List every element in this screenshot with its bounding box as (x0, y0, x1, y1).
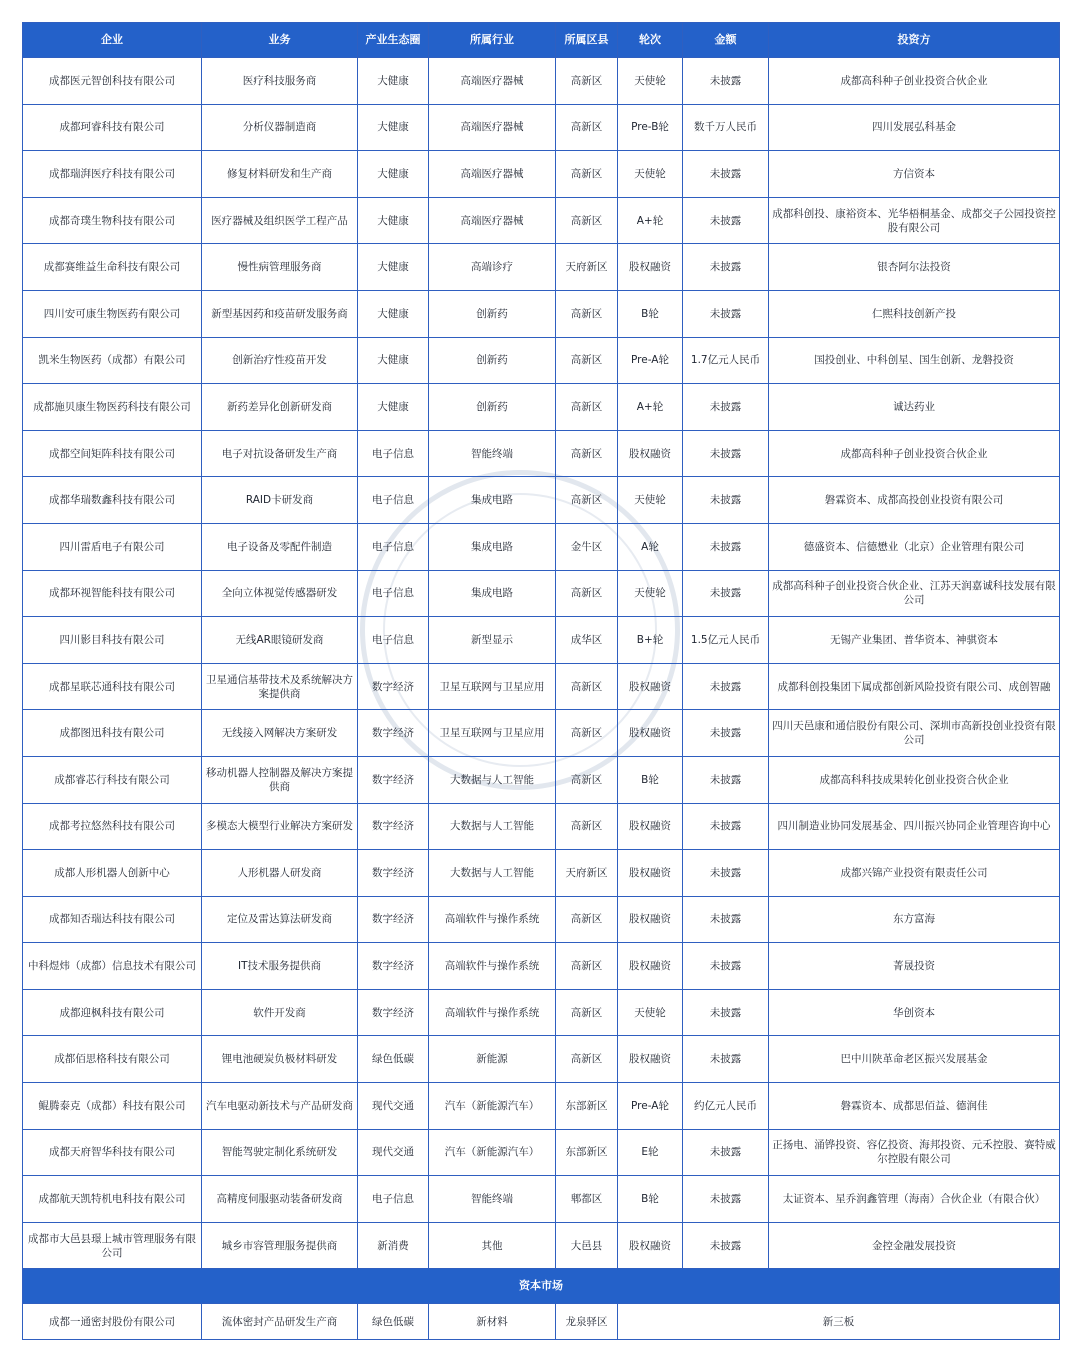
cell-ecosystem: 数字经济 (358, 756, 429, 803)
financing-table (22, 22, 1060, 1340)
cell-company: 成都医元智创科技有限公司 (23, 58, 202, 105)
cell-company: 成都星联芯通科技有限公司 (23, 663, 202, 710)
cell-ecosystem: 绿色低碳 (358, 1304, 429, 1340)
cell-investors: 菁晟投资 (769, 943, 1060, 990)
cell-round: Pre-A轮 (618, 1083, 683, 1130)
cell-company: 成都珂睿科技有限公司 (23, 104, 202, 151)
cell-amount: 未披露 (683, 1129, 769, 1176)
cell-investors: 四川发展弘科基金 (769, 104, 1060, 151)
cell-amount: 未披露 (683, 756, 769, 803)
cell-company: 成都知否瑞达科技有限公司 (23, 896, 202, 943)
table-row (23, 1036, 1060, 1083)
cell-industry: 创新药 (429, 384, 556, 431)
cell-company: 成都图迅科技有限公司 (23, 710, 202, 757)
cell-company: 鲲腾泰克（成都）科技有限公司 (23, 1083, 202, 1130)
cell-company: 成都一通密封股份有限公司 (23, 1304, 202, 1340)
cell-round: A+轮 (618, 384, 683, 431)
cell-district: 高新区 (556, 384, 618, 431)
table-row (23, 1083, 1060, 1130)
cell-amount: 1.5亿元人民币 (683, 617, 769, 664)
cell-district: 高新区 (556, 290, 618, 337)
cell-district: 龙泉驿区 (556, 1304, 618, 1340)
cell-industry: 卫星互联网与卫星应用 (429, 710, 556, 757)
header-company: 企业 (23, 23, 202, 58)
cell-industry: 智能终端 (429, 430, 556, 477)
cell-industry: 高端医疗器械 (429, 151, 556, 198)
cell-company: 四川雷盾电子有限公司 (23, 523, 202, 570)
cell-industry: 其他 (429, 1222, 556, 1269)
table-row (23, 244, 1060, 291)
cell-round: 天使轮 (618, 151, 683, 198)
cell-business: 无线接入网解决方案研发 (202, 710, 358, 757)
cell-industry: 汽车（新能源汽车） (429, 1083, 556, 1130)
cell-round: 股权融资 (618, 1222, 683, 1269)
cell-business: 电子设备及零配件制造 (202, 523, 358, 570)
table-row (23, 384, 1060, 431)
cell-business: 高精度伺服驱动装备研发商 (202, 1176, 358, 1223)
cell-ecosystem: 新消费 (358, 1222, 429, 1269)
cell-company: 成都奇璞生物科技有限公司 (23, 197, 202, 244)
cell-ecosystem: 大健康 (358, 104, 429, 151)
cell-business: 流体密封产品研发生产商 (202, 1304, 358, 1340)
cell-district: 高新区 (556, 803, 618, 850)
cell-ecosystem: 电子信息 (358, 523, 429, 570)
cell-business: RAID卡研发商 (202, 477, 358, 524)
cell-amount: 未披露 (683, 570, 769, 617)
cell-investors: 成都高科种子创业投资合伙企业、江苏天润嘉诚科技发展有限公司 (769, 570, 1060, 617)
cell-industry: 高端诊疗 (429, 244, 556, 291)
cell-district: 高新区 (556, 989, 618, 1036)
cell-ecosystem: 现代交通 (358, 1129, 429, 1176)
cell-amount: 未披露 (683, 943, 769, 990)
table-row (23, 337, 1060, 384)
table-row (23, 617, 1060, 664)
cell-district: 高新区 (556, 570, 618, 617)
table-row (23, 151, 1060, 198)
cell-company: 成都赛维益生命科技有限公司 (23, 244, 202, 291)
cell-district: 高新区 (556, 663, 618, 710)
cell-investors: 成都高科科技成果转化创业投资合伙企业 (769, 756, 1060, 803)
header-district: 所属区县 (556, 23, 618, 58)
table-row (23, 58, 1060, 105)
cell-company: 四川影目科技有限公司 (23, 617, 202, 664)
cell-district: 高新区 (556, 896, 618, 943)
cell-investors: 华创资本 (769, 989, 1060, 1036)
cell-round: Pre-B轮 (618, 104, 683, 151)
cell-round: 股权融资 (618, 896, 683, 943)
cell-amount: 未披露 (683, 384, 769, 431)
cell-business: 新型基因药和疫苗研发服务商 (202, 290, 358, 337)
cell-industry: 卫星互联网与卫星应用 (429, 663, 556, 710)
table-row (23, 523, 1060, 570)
cell-business: 锂电池硬炭负极材料研发 (202, 1036, 358, 1083)
cell-business: 全向立体视觉传感器研发 (202, 570, 358, 617)
cell-company: 成都天府智华科技有限公司 (23, 1129, 202, 1176)
table-row (23, 104, 1060, 151)
cell-company: 成都华瑞数鑫科技有限公司 (23, 477, 202, 524)
cell-district: 高新区 (556, 943, 618, 990)
section-row (23, 1269, 1060, 1304)
table-row (23, 1176, 1060, 1223)
cell-investors: 磐霖资本、成都高投创业投资有限公司 (769, 477, 1060, 524)
cell-round: 股权融资 (618, 803, 683, 850)
cell-market: 新三板 (618, 1304, 1060, 1340)
cell-ecosystem: 大健康 (358, 384, 429, 431)
section-title: 资本市场 (23, 1269, 1060, 1304)
cell-industry: 新材料 (429, 1304, 556, 1340)
table-row (23, 197, 1060, 244)
header-round: 轮次 (618, 23, 683, 58)
table-row (23, 756, 1060, 803)
cell-round: B轮 (618, 1176, 683, 1223)
cell-round: B轮 (618, 290, 683, 337)
cell-industry: 大数据与人工智能 (429, 803, 556, 850)
cell-investors: 磐霖资本、成都思佰益、德润佳 (769, 1083, 1060, 1130)
cell-industry: 集成电路 (429, 477, 556, 524)
cell-district: 高新区 (556, 430, 618, 477)
table-row (23, 663, 1060, 710)
cell-industry: 高端医疗器械 (429, 104, 556, 151)
cell-ecosystem: 绿色低碳 (358, 1036, 429, 1083)
cell-round: E轮 (618, 1129, 683, 1176)
cell-round: 股权融资 (618, 850, 683, 897)
cell-amount: 未披露 (683, 850, 769, 897)
cell-industry: 大数据与人工智能 (429, 850, 556, 897)
cell-ecosystem: 数字经济 (358, 896, 429, 943)
cell-ecosystem: 现代交通 (358, 1083, 429, 1130)
cell-business: 无线AR眼镜研发商 (202, 617, 358, 664)
table-row (23, 896, 1060, 943)
cell-round: 股权融资 (618, 663, 683, 710)
cell-business: 城乡市容管理服务提供商 (202, 1222, 358, 1269)
table-row (23, 1129, 1060, 1176)
cell-ecosystem: 数字经济 (358, 663, 429, 710)
cell-ecosystem: 数字经济 (358, 850, 429, 897)
cell-ecosystem: 电子信息 (358, 477, 429, 524)
cell-district: 东部新区 (556, 1129, 618, 1176)
cell-industry: 高端软件与操作系统 (429, 943, 556, 990)
cell-district: 天府新区 (556, 850, 618, 897)
cell-industry: 大数据与人工智能 (429, 756, 556, 803)
cell-ecosystem: 大健康 (358, 151, 429, 198)
cell-investors: 四川天邑康和通信股份有限公司、深圳市高新投创业投资有限公司 (769, 710, 1060, 757)
cell-district: 金牛区 (556, 523, 618, 570)
cell-amount: 未披露 (683, 989, 769, 1036)
cell-investors: 德盛资本、信德懋业（北京）企业管理有限公司 (769, 523, 1060, 570)
cell-district: 郫都区 (556, 1176, 618, 1223)
cell-company: 成都空间矩阵科技有限公司 (23, 430, 202, 477)
cell-district: 成华区 (556, 617, 618, 664)
cell-amount: 未披露 (683, 1176, 769, 1223)
cell-round: B+轮 (618, 617, 683, 664)
cell-business: IT技术服务提供商 (202, 943, 358, 990)
cell-industry: 新能源 (429, 1036, 556, 1083)
cell-business: 慢性病管理服务商 (202, 244, 358, 291)
cell-investors: 国投创业、中科创星、国生创新、龙磐投资 (769, 337, 1060, 384)
cell-investors: 仁熙科技创新产投 (769, 290, 1060, 337)
cell-investors: 成都兴锦产业投资有限责任公司 (769, 850, 1060, 897)
cell-amount: 未披露 (683, 477, 769, 524)
cell-industry: 创新药 (429, 337, 556, 384)
cell-industry: 创新药 (429, 290, 556, 337)
cell-investors: 成都科创投、康裕资本、光华梧桐基金、成都交子公园投资控股有限公司 (769, 197, 1060, 244)
cell-investors: 成都高科种子创业投资合伙企业 (769, 58, 1060, 105)
cell-amount: 未披露 (683, 197, 769, 244)
header-business: 业务 (202, 23, 358, 58)
cell-amount: 未披露 (683, 58, 769, 105)
cell-district: 高新区 (556, 710, 618, 757)
cell-business: 分析仪器制造商 (202, 104, 358, 151)
cell-industry: 集成电路 (429, 570, 556, 617)
cell-ecosystem: 大健康 (358, 290, 429, 337)
cell-amount: 未披露 (683, 244, 769, 291)
cell-company: 成都考拉悠然科技有限公司 (23, 803, 202, 850)
cell-business: 汽车电驱动新技术与产品研发商 (202, 1083, 358, 1130)
cell-investors: 四川制造业协同发展基金、四川振兴协同企业管理咨询中心 (769, 803, 1060, 850)
cell-amount: 约亿元人民币 (683, 1083, 769, 1130)
cell-amount: 未披露 (683, 290, 769, 337)
cell-industry: 新型显示 (429, 617, 556, 664)
cell-district: 高新区 (556, 756, 618, 803)
cell-amount: 未披露 (683, 1036, 769, 1083)
cell-business: 新药差异化创新研发商 (202, 384, 358, 431)
cell-business: 医疗器械及组织医学工程产品 (202, 197, 358, 244)
cell-business: 定位及雷达算法研发商 (202, 896, 358, 943)
cell-district: 高新区 (556, 337, 618, 384)
table-row (23, 989, 1060, 1036)
cell-ecosystem: 大健康 (358, 197, 429, 244)
cell-round: 股权融资 (618, 710, 683, 757)
cell-amount: 未披露 (683, 430, 769, 477)
table-row (23, 1304, 1060, 1340)
table-row (23, 850, 1060, 897)
cell-ecosystem: 电子信息 (358, 570, 429, 617)
cell-amount: 未披露 (683, 663, 769, 710)
cell-company: 成都市大邑县璟上城市管理服务有限公司 (23, 1222, 202, 1269)
cell-industry: 高端医疗器械 (429, 197, 556, 244)
cell-industry: 高端医疗器械 (429, 58, 556, 105)
cell-business: 多模态大模型行业解决方案研发 (202, 803, 358, 850)
cell-round: A+轮 (618, 197, 683, 244)
cell-company: 中科煜炜（成都）信息技术有限公司 (23, 943, 202, 990)
cell-amount: 未披露 (683, 151, 769, 198)
cell-amount: 1.7亿元人民币 (683, 337, 769, 384)
cell-district: 天府新区 (556, 244, 618, 291)
header-industry: 所属行业 (429, 23, 556, 58)
cell-investors: 太证资本、星乔润鑫管理（海南）合伙企业（有限合伙） (769, 1176, 1060, 1223)
cell-business: 医疗科技服务商 (202, 58, 358, 105)
cell-district: 大邑县 (556, 1222, 618, 1269)
cell-round: 天使轮 (618, 570, 683, 617)
cell-round: 股权融资 (618, 943, 683, 990)
table-row (23, 430, 1060, 477)
cell-ecosystem: 数字经济 (358, 943, 429, 990)
cell-round: 天使轮 (618, 58, 683, 105)
cell-company: 成都佰思格科技有限公司 (23, 1036, 202, 1083)
table-row (23, 477, 1060, 524)
table-row (23, 1222, 1060, 1269)
cell-company: 成都睿芯行科技有限公司 (23, 756, 202, 803)
cell-business: 软件开发商 (202, 989, 358, 1036)
cell-business: 人形机器人研发商 (202, 850, 358, 897)
cell-ecosystem: 数字经济 (358, 710, 429, 757)
cell-investors: 正扬电、涌铧投资、容亿投资、海邦投资、元禾控股、赛特威尔控股有限公司 (769, 1129, 1060, 1176)
cell-ecosystem: 电子信息 (358, 430, 429, 477)
cell-business: 卫星通信基带技术及系统解决方案提供商 (202, 663, 358, 710)
cell-investors: 银杏阿尔法投资 (769, 244, 1060, 291)
cell-round: 股权融资 (618, 244, 683, 291)
table-row (23, 943, 1060, 990)
cell-ecosystem: 电子信息 (358, 1176, 429, 1223)
cell-industry: 高端软件与操作系统 (429, 896, 556, 943)
cell-amount: 未披露 (683, 1222, 769, 1269)
cell-investors: 诚达药业 (769, 384, 1060, 431)
cell-district: 高新区 (556, 197, 618, 244)
cell-investors: 巴中川陕革命老区振兴发展基金 (769, 1036, 1060, 1083)
cell-district: 高新区 (556, 58, 618, 105)
cell-round: 天使轮 (618, 477, 683, 524)
cell-amount: 未披露 (683, 710, 769, 757)
cell-round: Pre-A轮 (618, 337, 683, 384)
cell-round: 股权融资 (618, 1036, 683, 1083)
cell-district: 高新区 (556, 477, 618, 524)
cell-company: 成都人形机器人创新中心 (23, 850, 202, 897)
cell-ecosystem: 电子信息 (358, 617, 429, 664)
cell-industry: 集成电路 (429, 523, 556, 570)
cell-ecosystem: 大健康 (358, 58, 429, 105)
cell-ecosystem: 大健康 (358, 337, 429, 384)
header-amount: 金额 (683, 23, 769, 58)
cell-company: 成都瑞湃医疗科技有限公司 (23, 151, 202, 198)
table-row (23, 290, 1060, 337)
cell-district: 东部新区 (556, 1083, 618, 1130)
cell-company: 四川安可康生物医药有限公司 (23, 290, 202, 337)
cell-ecosystem: 数字经济 (358, 989, 429, 1036)
cell-round: 天使轮 (618, 989, 683, 1036)
cell-round: B轮 (618, 756, 683, 803)
cell-company: 成都迎枫科技有限公司 (23, 989, 202, 1036)
cell-investors: 方信资本 (769, 151, 1060, 198)
cell-industry: 汽车（新能源汽车） (429, 1129, 556, 1176)
cell-amount: 未披露 (683, 803, 769, 850)
cell-business: 创新治疗性疫苗开发 (202, 337, 358, 384)
cell-business: 修复材料研发和生产商 (202, 151, 358, 198)
cell-district: 高新区 (556, 1036, 618, 1083)
header-ecosystem: 产业生态圈 (358, 23, 429, 58)
cell-business: 移动机器人控制器及解决方案提供商 (202, 756, 358, 803)
cell-district: 高新区 (556, 104, 618, 151)
cell-amount: 数千万人民币 (683, 104, 769, 151)
cell-investors: 无锡产业集团、普华资本、神骐资本 (769, 617, 1060, 664)
table-header-row (23, 23, 1060, 58)
cell-company: 成都环视智能科技有限公司 (23, 570, 202, 617)
cell-round: 股权融资 (618, 430, 683, 477)
cell-investors: 成都科创投集团下属成都创新风险投资有限公司、成创智融 (769, 663, 1060, 710)
cell-investors: 成都高科种子创业投资合伙企业 (769, 430, 1060, 477)
cell-round: A轮 (618, 523, 683, 570)
table-row (23, 710, 1060, 757)
cell-business: 电子对抗设备研发生产商 (202, 430, 358, 477)
cell-district: 高新区 (556, 151, 618, 198)
cell-ecosystem: 大健康 (358, 244, 429, 291)
cell-industry: 智能终端 (429, 1176, 556, 1223)
cell-investors: 东方富海 (769, 896, 1060, 943)
header-investors: 投资方 (769, 23, 1060, 58)
cell-company: 成都航天凯特机电科技有限公司 (23, 1176, 202, 1223)
table-row (23, 570, 1060, 617)
cell-investors: 金控金融发展投资 (769, 1222, 1060, 1269)
cell-company: 凯米生物医药（成都）有限公司 (23, 337, 202, 384)
cell-industry: 高端软件与操作系统 (429, 989, 556, 1036)
cell-company: 成都施贝康生物医药科技有限公司 (23, 384, 202, 431)
cell-ecosystem: 数字经济 (358, 803, 429, 850)
cell-business: 智能驾驶定制化系统研发 (202, 1129, 358, 1176)
cell-amount: 未披露 (683, 896, 769, 943)
table-row (23, 803, 1060, 850)
cell-amount: 未披露 (683, 523, 769, 570)
